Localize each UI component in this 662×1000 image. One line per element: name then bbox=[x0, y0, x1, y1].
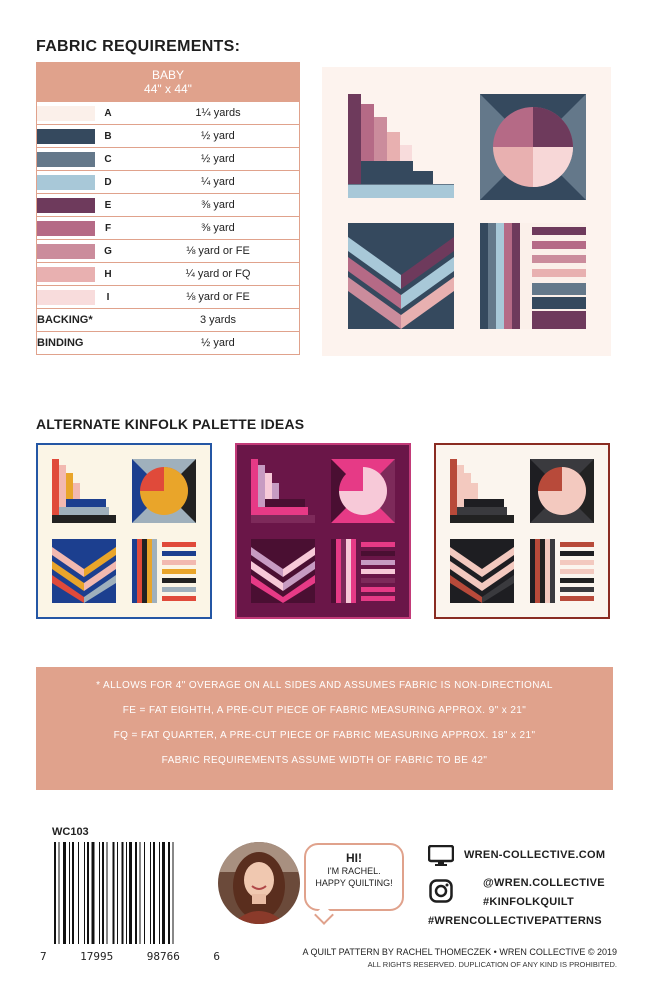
fabric-amount: ½ yard bbox=[137, 125, 300, 148]
note-overage: * ALLOWS FOR 4" OVERAGE ON ALL SIDES AND ASSUMES FABRIC IS NON-DIRECTIONAL bbox=[96, 680, 553, 691]
fabric-row bbox=[37, 286, 300, 309]
fabric-amount: ¼ yard or FQ bbox=[137, 263, 300, 286]
fabric-swatch-cell bbox=[37, 102, 138, 125]
bubble-name: I'M RACHEL. bbox=[327, 866, 381, 876]
pattern-credit: A QUILT PATTERN BY RACHEL THOMECZEK • WREN COLLECTIVE © 2019 bbox=[302, 947, 617, 957]
fabric-amount: ⅛ yard or FE bbox=[137, 240, 300, 263]
fabric-swatch-cell bbox=[37, 286, 138, 309]
speech-bubble bbox=[304, 843, 404, 911]
palette-quilt-blue bbox=[36, 443, 212, 619]
stripes-block bbox=[480, 223, 586, 329]
notes-box bbox=[36, 667, 613, 790]
binding-row-label: BINDING bbox=[37, 332, 138, 355]
monitor-icon bbox=[428, 845, 454, 867]
fabric-swatch bbox=[37, 221, 95, 236]
palette-quilt-magenta bbox=[235, 443, 411, 619]
fabric-swatch-cell bbox=[37, 263, 138, 286]
instagram-icon bbox=[429, 879, 453, 903]
fabric-swatch-cell bbox=[37, 194, 138, 217]
backing-row-amount: 3 yards bbox=[137, 309, 300, 332]
size-header bbox=[37, 63, 300, 102]
fabric-row bbox=[37, 263, 300, 286]
fabric-requirements-table bbox=[36, 62, 300, 355]
fabric-swatch bbox=[37, 152, 95, 167]
fabric-swatch bbox=[37, 267, 95, 282]
backing-row bbox=[37, 309, 300, 332]
barcode-number bbox=[40, 950, 220, 963]
fabric-letter: H bbox=[104, 268, 112, 280]
fabric-letter: I bbox=[106, 291, 110, 303]
fabric-requirements-title: FABRIC REQUIREMENTS: bbox=[36, 38, 241, 55]
size-dims: 44" x 44" bbox=[144, 82, 192, 96]
fabric-swatch bbox=[37, 129, 95, 144]
fabric-letter: E bbox=[104, 199, 112, 211]
fabric-letter: C bbox=[104, 153, 112, 165]
barcode bbox=[52, 842, 212, 944]
fabric-row bbox=[37, 102, 300, 125]
fabric-amount: ⅜ yard bbox=[137, 217, 300, 240]
fabric-swatch bbox=[37, 244, 95, 259]
bubble-greeting: HI! bbox=[346, 851, 362, 865]
website-link[interactable]: WREN-COLLECTIVE.COM bbox=[464, 849, 606, 861]
backing-row-label: BACKING* bbox=[37, 309, 138, 332]
fabric-swatch bbox=[37, 106, 95, 121]
barcode-digit-group: 98766 bbox=[146, 950, 180, 963]
fabric-swatch bbox=[37, 175, 95, 190]
size-name: BABY bbox=[151, 68, 184, 82]
fabric-amount: ⅜ yard bbox=[137, 194, 300, 217]
fabric-letter: A bbox=[104, 107, 112, 119]
fabric-amount: ¼ yard bbox=[137, 171, 300, 194]
note-fat-quarter: FQ = FAT QUARTER, A PRE-CUT PIECE OF FABRIC MEASURING APPROX. 18" x 21" bbox=[113, 730, 536, 741]
fabric-swatch bbox=[37, 198, 95, 213]
fabric-row bbox=[37, 217, 300, 240]
quilt-preview bbox=[322, 67, 611, 356]
fabric-swatch-cell bbox=[37, 148, 138, 171]
avatar bbox=[218, 842, 300, 924]
alternate-palette-title: ALTERNATE KINFOLK PALETTE IDEAS bbox=[36, 416, 305, 432]
fabric-amount: 1¼ yards bbox=[137, 102, 300, 125]
barcode-digit-group: 17995 bbox=[80, 950, 114, 963]
fabric-row bbox=[37, 148, 300, 171]
stair-block bbox=[348, 94, 454, 198]
note-fat-eighth: FE = FAT EIGHTH, A PRE-CUT PIECE OF FABRIC MEASURING APPROX. 9" x 21" bbox=[122, 705, 527, 716]
fabric-amount: ⅛ yard or FE bbox=[137, 286, 300, 309]
fabric-swatch-cell bbox=[37, 125, 138, 148]
fabric-letter: F bbox=[104, 222, 112, 234]
chevron-block bbox=[348, 223, 454, 329]
fabric-swatch bbox=[37, 290, 95, 305]
fabric-row bbox=[37, 171, 300, 194]
binding-row bbox=[37, 332, 300, 355]
hashtag-wren: #WRENCOLLECTIVEPATTERNS bbox=[428, 915, 602, 927]
fabric-amount: ½ yard bbox=[137, 148, 300, 171]
fabric-letter: B bbox=[104, 130, 112, 142]
fabric-letter: D bbox=[104, 176, 112, 188]
fabric-row bbox=[37, 194, 300, 217]
bubble-message: HAPPY QUILTING! bbox=[315, 878, 393, 888]
fabric-swatch-cell bbox=[37, 217, 138, 240]
fabric-swatch-cell bbox=[37, 171, 138, 194]
fabric-swatch-cell bbox=[37, 240, 138, 263]
binding-row-amount: ½ yard bbox=[137, 332, 300, 355]
fabric-row bbox=[37, 125, 300, 148]
hashtag-kinfolk: #KINFOLKQUILT bbox=[483, 896, 575, 908]
circle-block bbox=[480, 94, 586, 200]
fabric-row bbox=[37, 240, 300, 263]
barcode-digit-group: 6 bbox=[213, 950, 220, 963]
note-fabric-width: FABRIC REQUIREMENTS ASSUME WIDTH OF FABRIC TO BE 42" bbox=[161, 755, 488, 766]
rights-notice: ALL RIGHTS RESERVED. DUPLICATION OF ANY KIND IS PROHIBITED. bbox=[367, 960, 617, 969]
fabric-letter: G bbox=[104, 245, 112, 257]
palette-quilt-rust bbox=[434, 443, 610, 619]
product-code: WC103 bbox=[52, 826, 89, 838]
instagram-handle[interactable]: @WREN.COLLECTIVE bbox=[483, 877, 605, 889]
barcode-digit-group: 7 bbox=[40, 950, 47, 963]
